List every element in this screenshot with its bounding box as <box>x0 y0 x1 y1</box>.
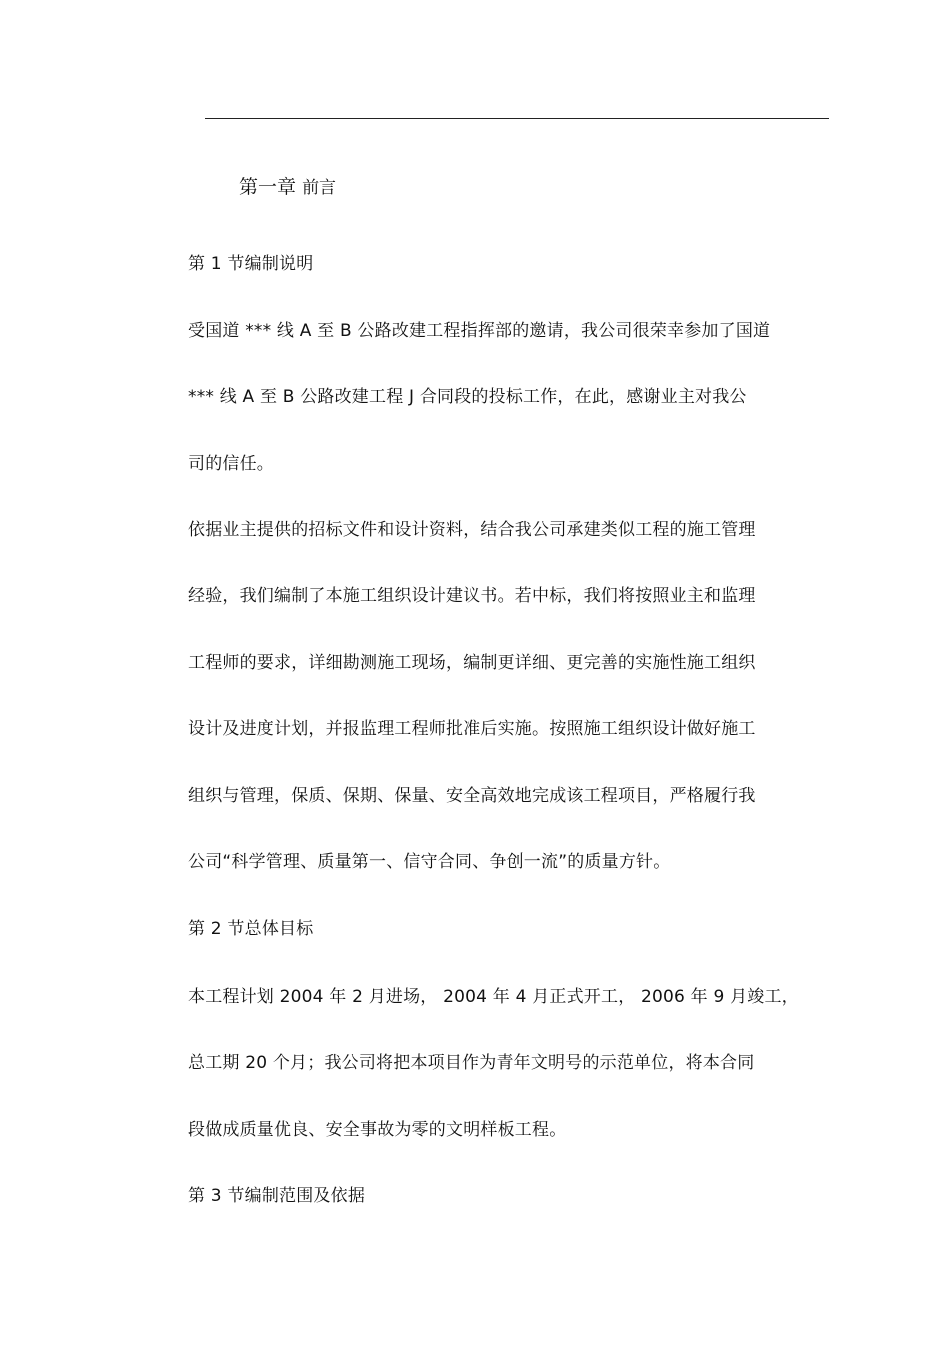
paragraph-line: 组织与管理，保质、保期、保量、安全高效地完成该工程项目，严格履行我 <box>188 786 756 806</box>
header-rule <box>205 118 829 119</box>
section-heading-3: 第 3 节编制范围及依据 <box>188 1186 366 1206</box>
paragraph-line: 总工期 20 个月；我公司将把本项目作为青年文明号的示范单位，将本合同 <box>188 1053 755 1073</box>
paragraph-line: 经验，我们编制了本施工组织设计建议书。若中标，我们将按照业主和监理 <box>188 586 756 606</box>
paragraph-line: 公司“科学管理、质量第一、信守合同、争创一流”的质量方针。 <box>188 852 671 872</box>
chapter-title: 前言 <box>302 178 337 198</box>
section-heading-2: 第 2 节总体目标 <box>188 919 314 939</box>
paragraph-line: 本工程计划 2004 年 2 月进场， 2004 年 4 月正式开工， 2006 年 9 月竣工， <box>188 987 799 1007</box>
paragraph-line: 工程师的要求，详细勘测施工现场，编制更详细、更完善的实施性施工组织 <box>188 653 756 673</box>
paragraph-line: 受国道 *** 线 A 至 B 公路改建工程指挥部的邀请，我公司很荣幸参加了国道 <box>188 321 771 341</box>
paragraph-line: 司的信任。 <box>188 454 274 474</box>
section-heading-1: 第 1 节编制说明 <box>188 254 314 274</box>
chapter-label: 第一章 <box>239 176 297 198</box>
paragraph-line: 段做成质量优良、安全事故为零的文明样板工程。 <box>188 1120 567 1140</box>
paragraph-line: *** 线 A 至 B 公路改建工程 J 合同段的投标工作，在此，感谢业主对我公 <box>188 387 747 407</box>
paragraph-line: 设计及进度计划，并报监理工程师批准后实施。按照施工组织设计做好施工 <box>188 719 756 739</box>
paragraph-line: 依据业主提供的招标文件和设计资料，结合我公司承建类似工程的施工管理 <box>188 520 756 540</box>
chapter-heading <box>239 175 336 200</box>
